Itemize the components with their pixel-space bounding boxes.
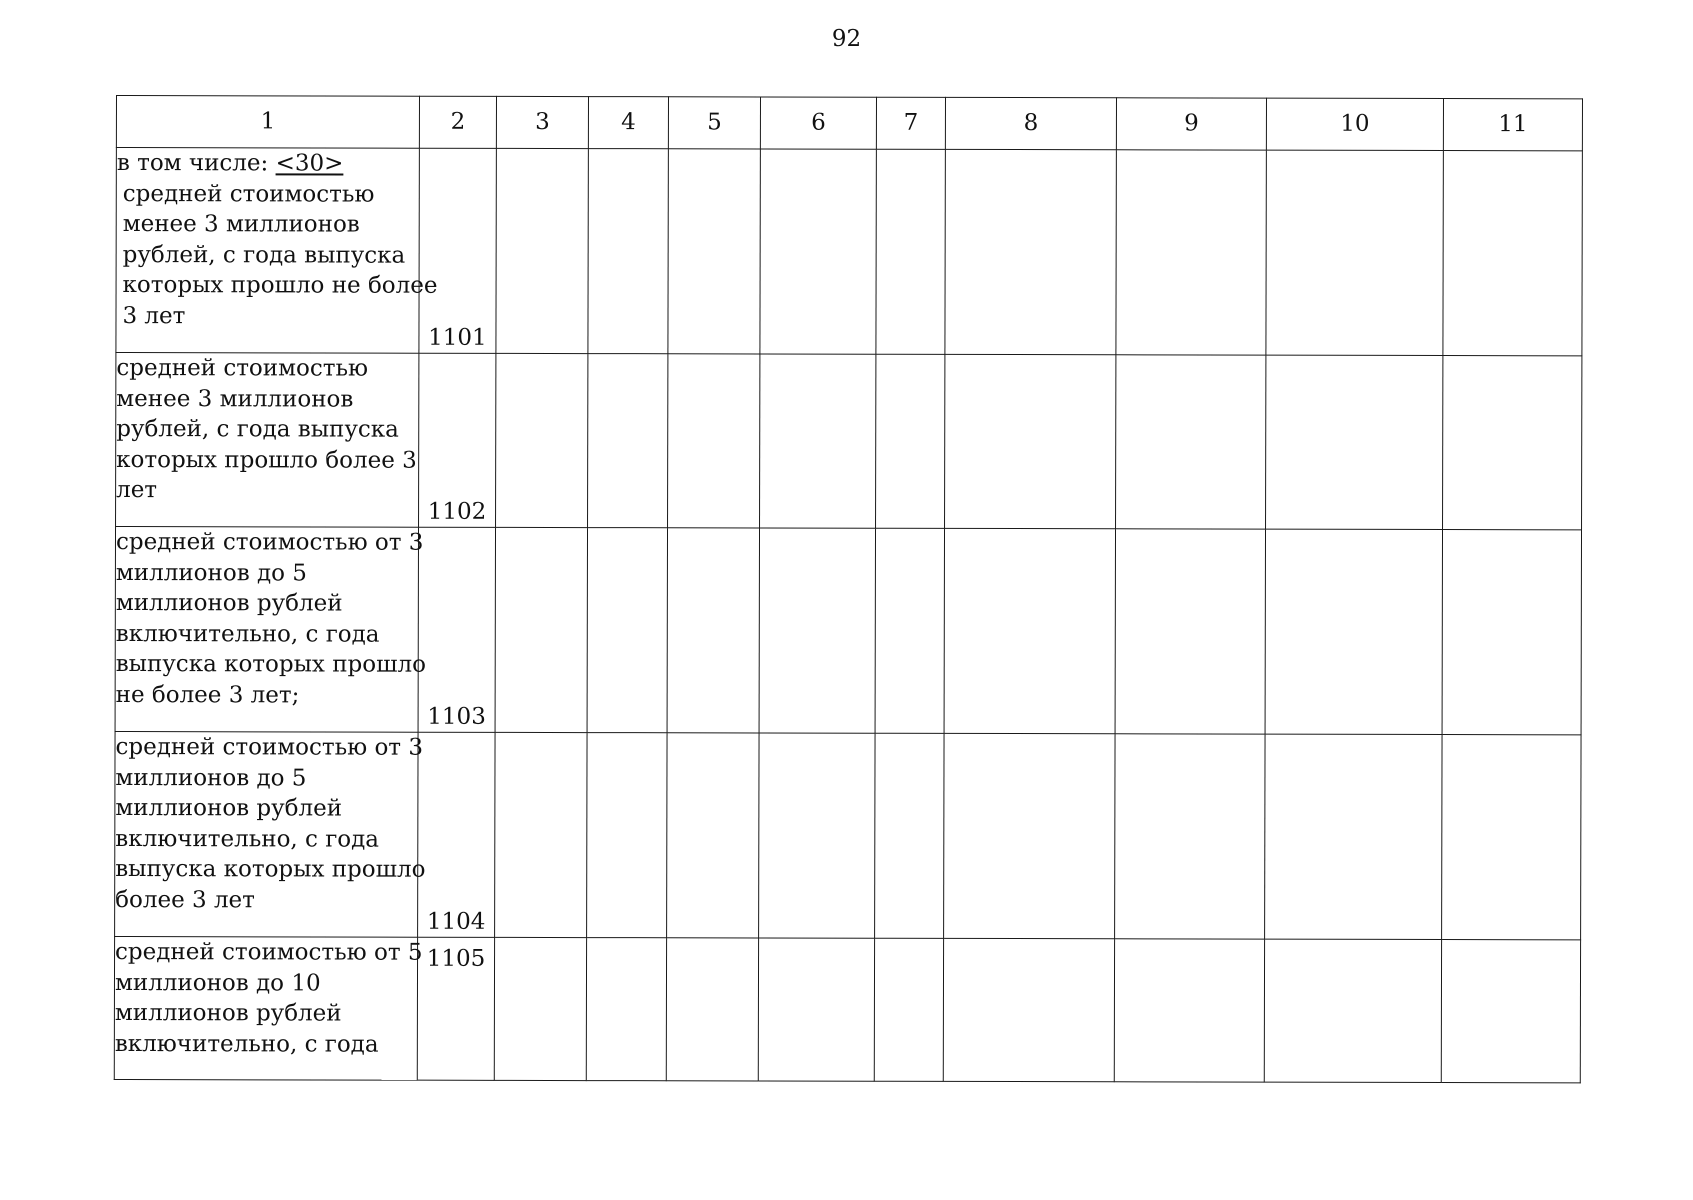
row-code: 1101 [419, 148, 496, 353]
row-description-line: средней стоимостью от 3 [115, 529, 424, 556]
empty-cell [587, 733, 667, 938]
empty-cell [495, 732, 587, 937]
form-table [114, 95, 1583, 1083]
row-description-line [117, 148, 419, 179]
empty-cell [667, 528, 759, 733]
column-header: 4 [588, 97, 668, 149]
row-description-line: миллионов рублей [114, 999, 342, 1027]
empty-cell [874, 938, 943, 1081]
column-header: 11 [1443, 99, 1582, 151]
empty-cell [1265, 734, 1442, 939]
column-header: 10 [1266, 98, 1443, 150]
empty-cell [944, 733, 1115, 938]
empty-cell [1115, 529, 1265, 734]
row-description-line: включительно, с года [115, 620, 380, 648]
column-header: 8 [945, 97, 1116, 149]
empty-cell [759, 528, 875, 733]
empty-cell [667, 733, 759, 938]
note-reference: <30> [275, 150, 344, 177]
row-code: 1103 [418, 527, 495, 732]
empty-cell [943, 938, 1114, 1081]
empty-cell [1443, 356, 1582, 530]
column-header: 9 [1116, 98, 1266, 150]
empty-cell [1442, 530, 1581, 735]
empty-cell [1266, 150, 1443, 355]
empty-cell [1116, 150, 1266, 355]
row-description-line: миллионов до 5 [115, 764, 307, 791]
empty-cell [587, 528, 667, 733]
row-description-line: миллионов рублей [115, 795, 343, 822]
header-row [116, 96, 1582, 151]
empty-cell [876, 354, 945, 528]
row-description-line: 3 лет [122, 302, 186, 329]
column-header: 2 [419, 96, 496, 148]
table-row [114, 936, 1580, 1082]
row-description-line: миллионов до 5 [115, 559, 307, 586]
row-description [115, 527, 426, 733]
empty-cell [875, 528, 944, 733]
column-header: 3 [496, 96, 588, 148]
row-description-line: выпуска которых прошло [115, 856, 426, 883]
page-number: 92 [831, 26, 862, 52]
empty-cell [588, 149, 668, 354]
row-description-line: включительно, с года [115, 825, 380, 853]
table-row [116, 148, 1582, 356]
row-description-line: миллионов рублей [115, 590, 343, 617]
table-row [116, 353, 1582, 530]
empty-cell [875, 733, 944, 938]
empty-cell [945, 354, 1116, 528]
row-description-line: миллионов до 10 [114, 969, 321, 996]
empty-cell [1114, 939, 1264, 1082]
empty-cell [588, 354, 668, 528]
empty-cell [1443, 151, 1582, 356]
empty-cell [1266, 355, 1443, 529]
row-description [114, 936, 423, 1080]
row-code: 1105 [417, 937, 494, 1080]
row-description-line: более 3 лет [115, 886, 255, 913]
empty-cell [945, 149, 1116, 354]
empty-cell [876, 149, 945, 354]
empty-cell [496, 353, 588, 527]
row-description [116, 148, 438, 354]
empty-cell [666, 938, 758, 1081]
row-description-line: включительно, с года [114, 1030, 379, 1058]
empty-cell [1265, 529, 1442, 734]
empty-cell [944, 528, 1115, 733]
row-description-line: рублей, с года выпуска [122, 241, 406, 269]
empty-cell [758, 938, 874, 1081]
row-description-line: средней стоимостью [116, 355, 369, 382]
row-code: 1104 [418, 732, 495, 937]
row-description-line: менее 3 миллионов [116, 385, 354, 413]
column-header: 5 [668, 97, 760, 149]
empty-cell [1442, 735, 1581, 940]
empty-cell [1116, 355, 1266, 529]
row-description-line: средней стоимостью от 5 [115, 939, 423, 966]
empty-cell [668, 149, 760, 354]
empty-cell [586, 938, 666, 1081]
row-description-line: лет [116, 477, 158, 504]
empty-cell [760, 354, 876, 528]
column-header: 6 [760, 97, 876, 149]
table-row [115, 527, 1581, 735]
row-description [115, 731, 426, 937]
empty-cell [760, 149, 876, 354]
empty-cell [1264, 939, 1441, 1082]
row-description-line: средней стоимостью от 3 [115, 734, 424, 761]
empty-cell [668, 354, 760, 528]
row-description-line: рублей, с года выпуска [116, 416, 399, 443]
empty-cell [494, 937, 586, 1080]
empty-cell [759, 733, 875, 938]
row-description-line: менее 3 миллионов [122, 211, 360, 238]
row-description [116, 353, 419, 528]
row-description-text: в том числе: [116, 150, 276, 177]
row-description-line: не более 3 лет; [115, 681, 300, 708]
table-row [115, 731, 1581, 939]
row-code: 1102 [419, 353, 496, 527]
empty-cell [495, 527, 587, 732]
empty-cell [1441, 940, 1580, 1083]
column-header: 1 [116, 96, 419, 149]
column-header: 7 [876, 97, 945, 149]
row-description-line: которых прошло более 3 [116, 446, 417, 474]
empty-cell [496, 148, 588, 353]
row-description-line: средней стоимостью [122, 180, 375, 208]
row-description-line: выпуска которых прошло [115, 651, 426, 678]
empty-cell [1115, 734, 1265, 939]
row-description-line: которых прошло не более [122, 272, 438, 299]
